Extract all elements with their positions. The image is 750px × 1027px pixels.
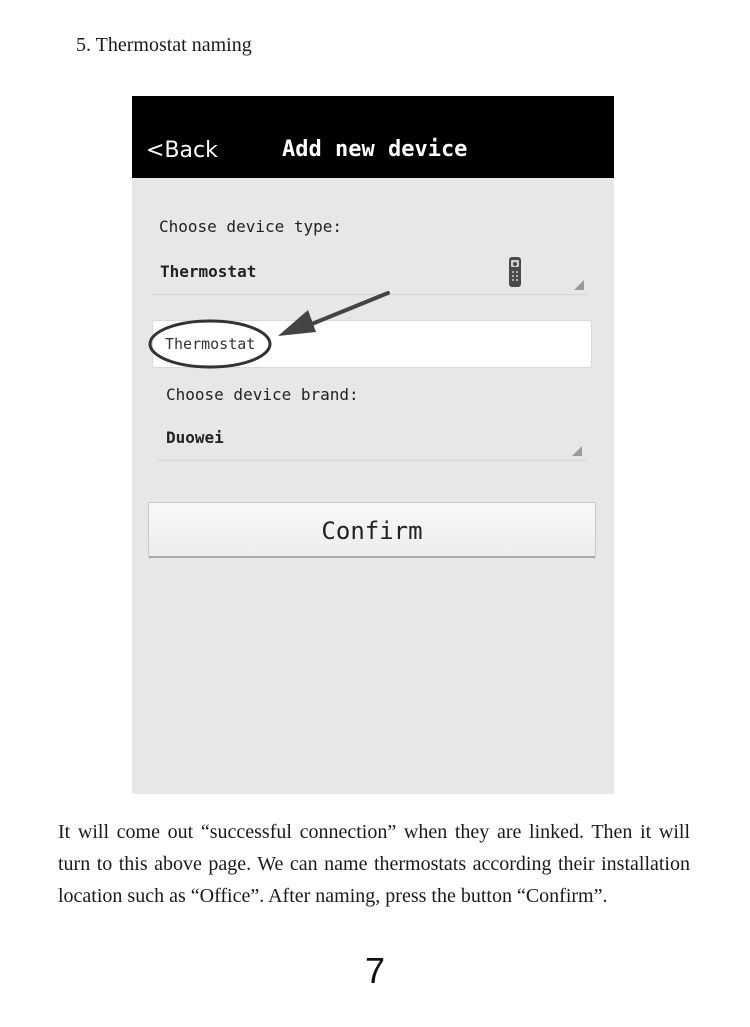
device-brand-select[interactable] (158, 420, 586, 461)
remote-control-icon (508, 256, 522, 288)
dropdown-corner-icon (574, 280, 584, 290)
device-type-select[interactable] (152, 254, 588, 295)
app-screenshot (132, 96, 614, 794)
device-type-value: Thermostat (160, 262, 257, 281)
device-name-input[interactable] (152, 320, 592, 368)
confirm-button[interactable]: Confirm (148, 502, 596, 558)
section-heading: 5. Thermostat naming (76, 34, 252, 56)
dropdown-corner-icon (572, 446, 582, 456)
device-brand-label: Choose device brand: (166, 385, 359, 404)
device-name-value: Thermostat (165, 335, 256, 353)
page-number: 7 (364, 950, 386, 991)
device-brand-value: Duowei (166, 428, 224, 447)
app-bar (132, 96, 614, 178)
device-type-label: Choose device type: (159, 217, 343, 236)
screen-title: Add new device (282, 137, 468, 162)
back-button[interactable]: <Back (146, 138, 218, 163)
instruction-paragraph: It will come out “successful connection” when they are linked. Then it will turn to this above page. We can name thermostats according their installation location such as “Office”. After naming, press the button “Confirm”. (58, 821, 690, 907)
